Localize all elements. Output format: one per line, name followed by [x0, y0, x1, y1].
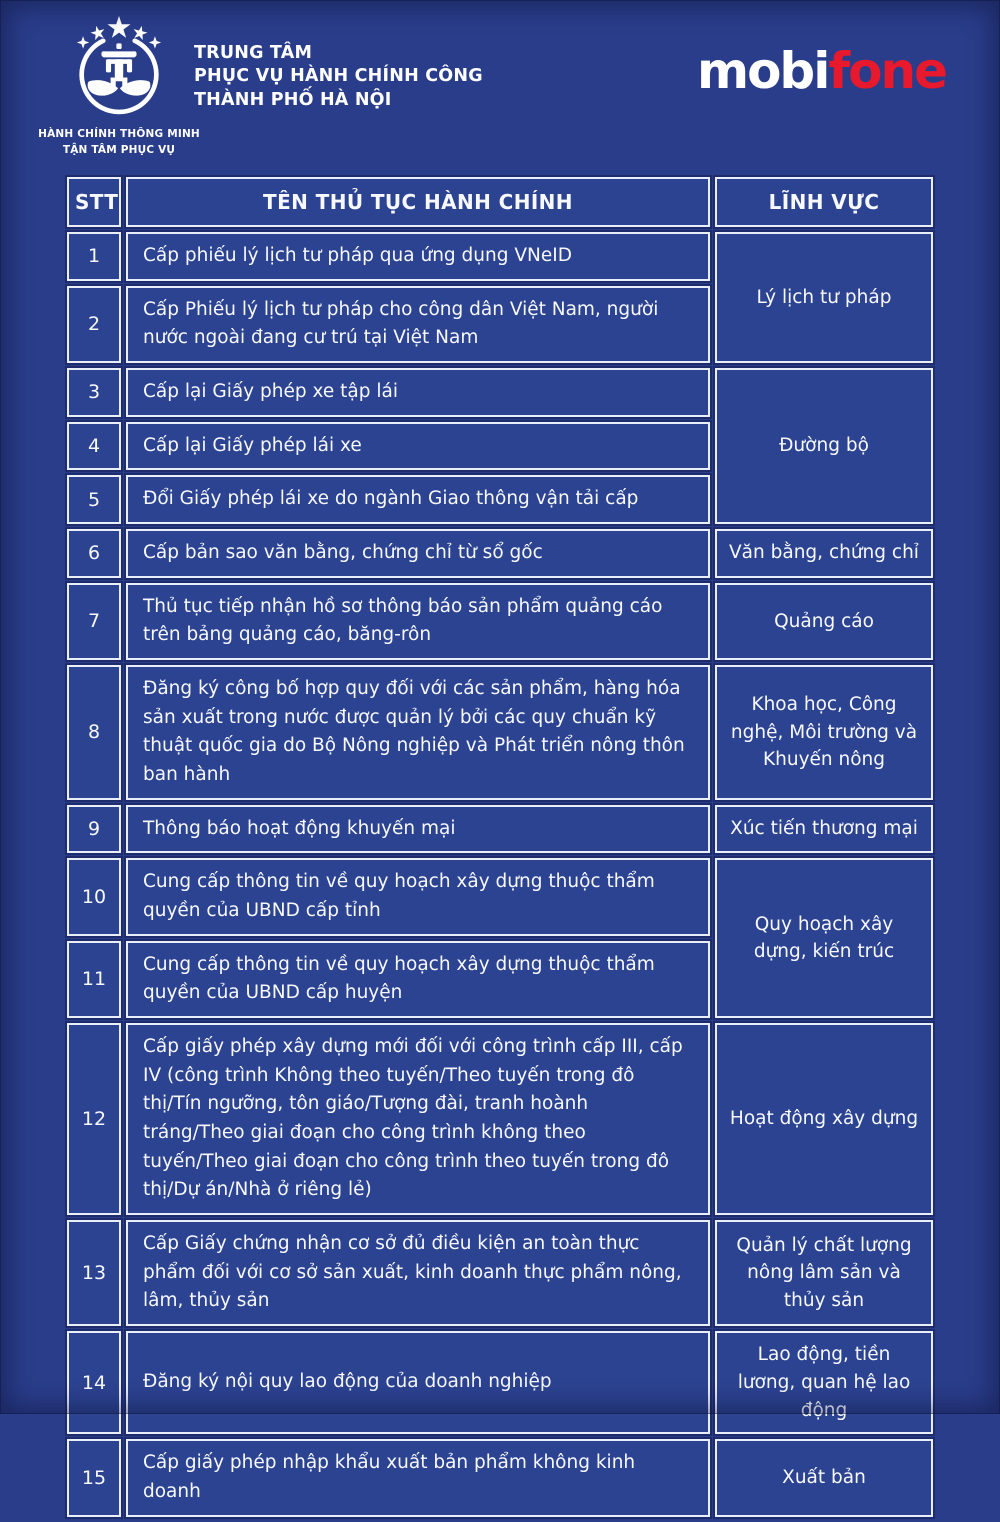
- table-row: [67, 805, 933, 854]
- procedure-name-cell: Cấp giấy phép nhập khẩu xuất bản phẩm không kinh doanh: [126, 1439, 710, 1516]
- procedure-name-cell: Cấp Phiếu lý lịch tư pháp cho công dân Việt Nam, người nước ngoài đang cư trú tại Việt Nam: [126, 286, 710, 363]
- row-number-cell: 8: [67, 665, 121, 800]
- row-number-cell: 9: [67, 805, 121, 854]
- table-row: [67, 1220, 933, 1326]
- row-number-cell: 12: [67, 1023, 121, 1215]
- field-cell: Đường bộ: [715, 368, 933, 524]
- org-slogan: [38, 127, 200, 159]
- procedure-name-cell: Cấp bản sao văn bằng, chứng chỉ từ sổ gốc: [126, 529, 710, 578]
- mobifone-logo: [696, 42, 946, 100]
- row-number-cell: 1: [67, 232, 121, 281]
- hanoi-admin-center-emblem-icon: [63, 14, 175, 126]
- row-number-cell: 15: [67, 1439, 121, 1516]
- row-number-cell: 2: [67, 286, 121, 363]
- column-header-field: LĨNH VỰC: [715, 177, 933, 227]
- mobifone-logo-fone: fone: [828, 42, 946, 100]
- table-row: [67, 665, 933, 800]
- row-number-cell: 10: [67, 858, 121, 935]
- table-row: [67, 529, 933, 578]
- org-block: [38, 14, 483, 159]
- org-name-line2: PHỤC VỤ HÀNH CHÍNH CÔNG: [194, 66, 483, 87]
- field-cell: Khoa học, Công nghệ, Môi trường và Khuyến nông: [715, 665, 933, 800]
- procedure-name-cell: Cấp lại Giấy phép lái xe: [126, 422, 710, 471]
- field-cell: Hoạt động xây dựng: [715, 1023, 933, 1215]
- org-slogan-line1: HÀNH CHÍNH THÔNG MINH: [38, 128, 200, 140]
- column-header-stt: STT: [67, 177, 121, 227]
- org-slogan-line2: TẬN TÂM PHỤC VỤ: [62, 143, 176, 156]
- field-cell: Xuất bản: [715, 1439, 933, 1516]
- table-header-row: [67, 177, 933, 227]
- table-row: [67, 583, 933, 660]
- procedure-name-cell: Cấp lại Giấy phép xe tập lái: [126, 368, 710, 417]
- table-body: [67, 232, 933, 1517]
- field-cell: Quảng cáo: [715, 583, 933, 660]
- table-row: [67, 368, 933, 417]
- org-name-line3: THÀNH PHỐ HÀ NỘI: [194, 89, 392, 110]
- procedure-name-cell: Đổi Giấy phép lái xe do ngành Giao thông vận tải cấp: [126, 475, 710, 524]
- procedure-name-cell: Cung cấp thông tin về quy hoạch xây dựng thuộc thẩm quyền của UBND cấp tỉnh: [126, 858, 710, 935]
- procedure-name-cell: Cấp phiếu lý lịch tư pháp qua ứng dụng VNeID: [126, 232, 710, 281]
- row-number-cell: 14: [67, 1331, 121, 1434]
- procedure-table: [62, 172, 938, 1522]
- row-number-cell: 7: [67, 583, 121, 660]
- org-logo-block: [38, 14, 200, 159]
- procedure-name-cell: Thủ tục tiếp nhận hồ sơ thông báo sản phẩm quảng cáo trên bảng quảng cáo, băng-rôn: [126, 583, 710, 660]
- row-number-cell: 6: [67, 529, 121, 578]
- page-header: [0, 0, 1000, 156]
- procedure-name-cell: Đăng ký công bố hợp quy đối với các sản phẩm, hàng hóa sản xuất trong nước được quản lý bởi các quy chuẩn kỹ thuật quốc gia do Bộ Nông nghiệp và Phát triển nông thôn ban hành: [126, 665, 710, 800]
- table-row: [67, 1331, 933, 1434]
- table-row: [67, 1023, 933, 1215]
- org-name: [194, 42, 483, 112]
- row-number-cell: 4: [67, 422, 121, 471]
- table-header: [67, 177, 933, 227]
- procedure-name-cell: Cấp Giấy chứng nhận cơ sở đủ điều kiện an toàn thực phẩm đối với cơ sở sản xuất, kinh doanh thực phẩm nông, lâm, thủy sản: [126, 1220, 710, 1326]
- field-cell: Quản lý chất lượng nông lâm sản và thủy sản: [715, 1220, 933, 1326]
- field-cell: Lý lịch tư pháp: [715, 232, 933, 363]
- row-number-cell: 5: [67, 475, 121, 524]
- column-header-name: TÊN THỦ TỤC HÀNH CHÍNH: [126, 177, 710, 227]
- procedure-name-cell: Thông báo hoạt động khuyến mại: [126, 805, 710, 854]
- row-number-cell: 13: [67, 1220, 121, 1326]
- table-row: [67, 858, 933, 935]
- mobifone-logo-mobi: mobi: [696, 42, 829, 100]
- field-cell: Quy hoạch xây dựng, kiến trúc: [715, 858, 933, 1018]
- table-row: [67, 1439, 933, 1516]
- procedure-name-cell: Đăng ký nội quy lao động của doanh nghiệp: [126, 1331, 710, 1434]
- field-cell: Lao động, tiền lương, quan hệ lao động: [715, 1331, 933, 1434]
- table-row: [67, 232, 933, 281]
- procedure-name-cell: Cung cấp thông tin về quy hoạch xây dựng thuộc thẩm quyền của UBND cấp huyện: [126, 941, 710, 1018]
- row-number-cell: 3: [67, 368, 121, 417]
- procedure-name-cell: Cấp giấy phép xây dựng mới đối với công trình cấp III, cấp IV (công trình Không theo tuyến/Theo tuyến trong đô thị/Tín ngưỡng, tôn giáo/Tượng đài, tranh hoành tráng/Theo giai đoạn cho công trình không theo tuyến/Theo giai đoạn cho công trình theo tuyến trong đô thị/Dự án/Nhà ở riêng lẻ): [126, 1023, 710, 1215]
- field-cell: Văn bằng, chứng chỉ: [715, 529, 933, 578]
- field-cell: Xúc tiến thương mại: [715, 805, 933, 854]
- org-name-line1: TRUNG TÂM: [194, 43, 313, 63]
- row-number-cell: 11: [67, 941, 121, 1018]
